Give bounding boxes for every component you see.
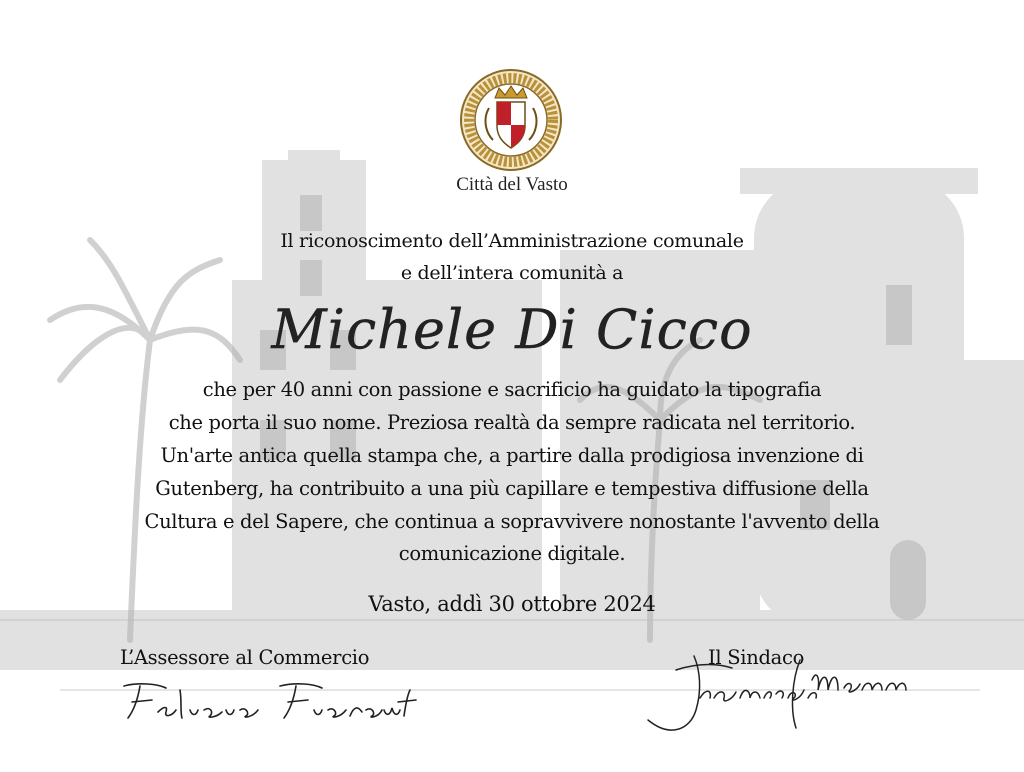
assessore-signature (118, 676, 418, 726)
city-crest-seal-icon (459, 68, 563, 172)
body-line-6: comunicazione digitale. (398, 542, 626, 565)
sindaco-role: Il Sindaco (708, 646, 805, 669)
body-line-2: che porta il suo nome. Preziosa realtà da sempre radicata nel territorio. (168, 411, 856, 434)
sindaco-signature (640, 650, 910, 745)
body-line-5: Cultura e del Sapere, che continua a sopravvivere nonostante l'avvento della (144, 510, 880, 533)
assessore-role: L’Assessore al Commercio (120, 646, 370, 669)
city-name: Città del Vasto (456, 174, 568, 195)
body-line-4: Gutenberg, ha contribuito a una più capillare e tempestiva diffusione della (155, 477, 869, 500)
body-line-1: che per 40 anni con passione e sacrificio ha guidato la tipografia (202, 378, 822, 401)
intro-line-2: e dell’intera comunità a (400, 262, 624, 284)
recipient-name: Michele Di Cicco (271, 298, 753, 361)
date-line: Vasto, addì 30 ottobre 2024 (368, 592, 656, 616)
body-line-3: Un'arte antica quella stampa che, a partire dalla prodigiosa invenzione di (160, 444, 864, 467)
intro-line-1: Il riconoscimento dell’Amministrazione comunale (280, 230, 744, 252)
